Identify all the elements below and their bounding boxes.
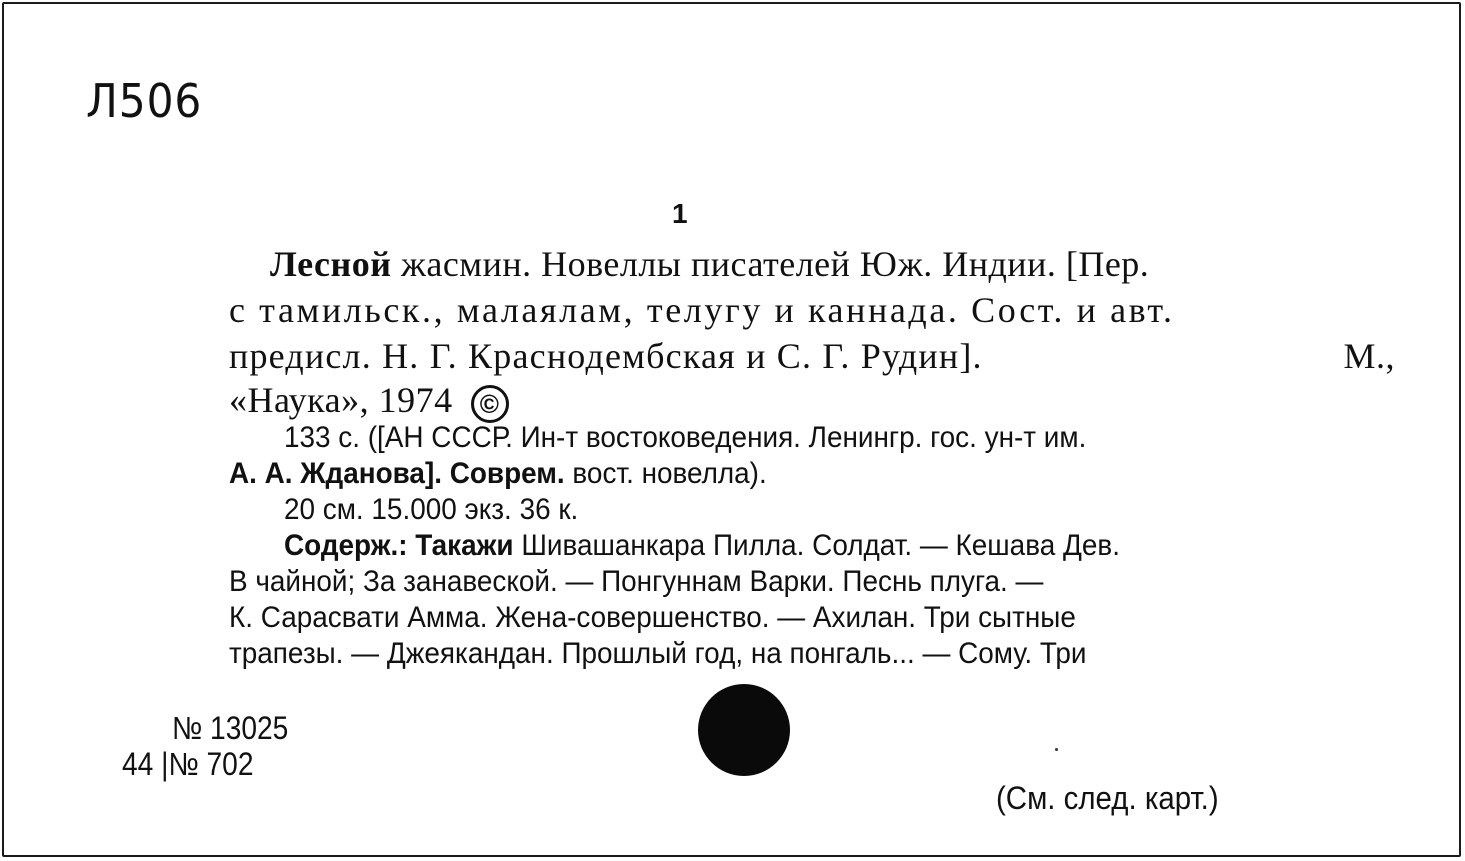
series-author-bold: А. А. Жданова]. Соврем. xyxy=(229,457,565,490)
series-line-2 xyxy=(229,456,767,492)
entry-place: М., xyxy=(1343,336,1395,376)
contents-line-2: В чайной; За занавеской. — Понгуннам Варки. Песнь плуга. — xyxy=(229,565,1044,598)
entry-line-2 xyxy=(229,290,1395,330)
physical-description: 20 см. 15.000 xyxy=(284,493,457,526)
entry-heading: Лесной xyxy=(270,244,392,284)
copyright-icon: © xyxy=(471,385,509,423)
punch-hole xyxy=(698,684,790,776)
entry-compilers: предисл. Н. Г. Краснодембская и С. Г. Рудин]. xyxy=(229,336,983,376)
entry-publisher-year: «Наука», 1974 xyxy=(229,380,453,420)
card-number: 1 xyxy=(672,198,688,229)
contents-label: Содерж.: xyxy=(284,529,408,562)
series-name: вост. новелла). xyxy=(564,457,767,490)
entry-line-1 xyxy=(270,244,1395,284)
entry-line-4 xyxy=(229,380,509,423)
entry-title: жасмин. Новеллы писателей Юж. Индии. [Пер. xyxy=(391,244,1150,284)
shelf-mark: Л506 xyxy=(86,74,203,128)
print-run-price: экз. 36 к. xyxy=(456,493,579,526)
contents-text-1: Шивашанкара Пилла. Солдат. — Кешава Дев. xyxy=(513,529,1120,562)
inventory-number-1: № 13025 xyxy=(172,710,289,746)
contents-line-4 xyxy=(229,636,1087,672)
continued-note: (См. след. карт.) xyxy=(996,780,1219,816)
contents-text-4a: трапезы. — xyxy=(229,637,387,670)
contents-line-1 xyxy=(284,528,1120,564)
series-line-3 xyxy=(284,492,578,528)
ink-speck xyxy=(1055,748,1058,751)
inventory-number-2: 44 |№ 702 xyxy=(122,746,254,782)
entry-line-3 xyxy=(229,336,1395,376)
entry-translation: с тамильск., малаялам, телугу и каннада. Сост. и авт. xyxy=(229,290,1175,330)
contents-text-4b: Джеякандан. Прошлый год, xyxy=(386,637,744,670)
contents-text-4c: на понгаль... — Сому. Три xyxy=(743,637,1087,670)
contents-line-3: К. Сарасвати Амма. Жена-совершенство. — Ахилан. Три сытные xyxy=(229,601,1076,634)
contents-author-1: Такажи xyxy=(407,529,514,562)
series-line-1: 133 с. ([АН СССР. Ин-т востоковедения. Ленингр. гос. ун-т им. xyxy=(284,421,1087,454)
